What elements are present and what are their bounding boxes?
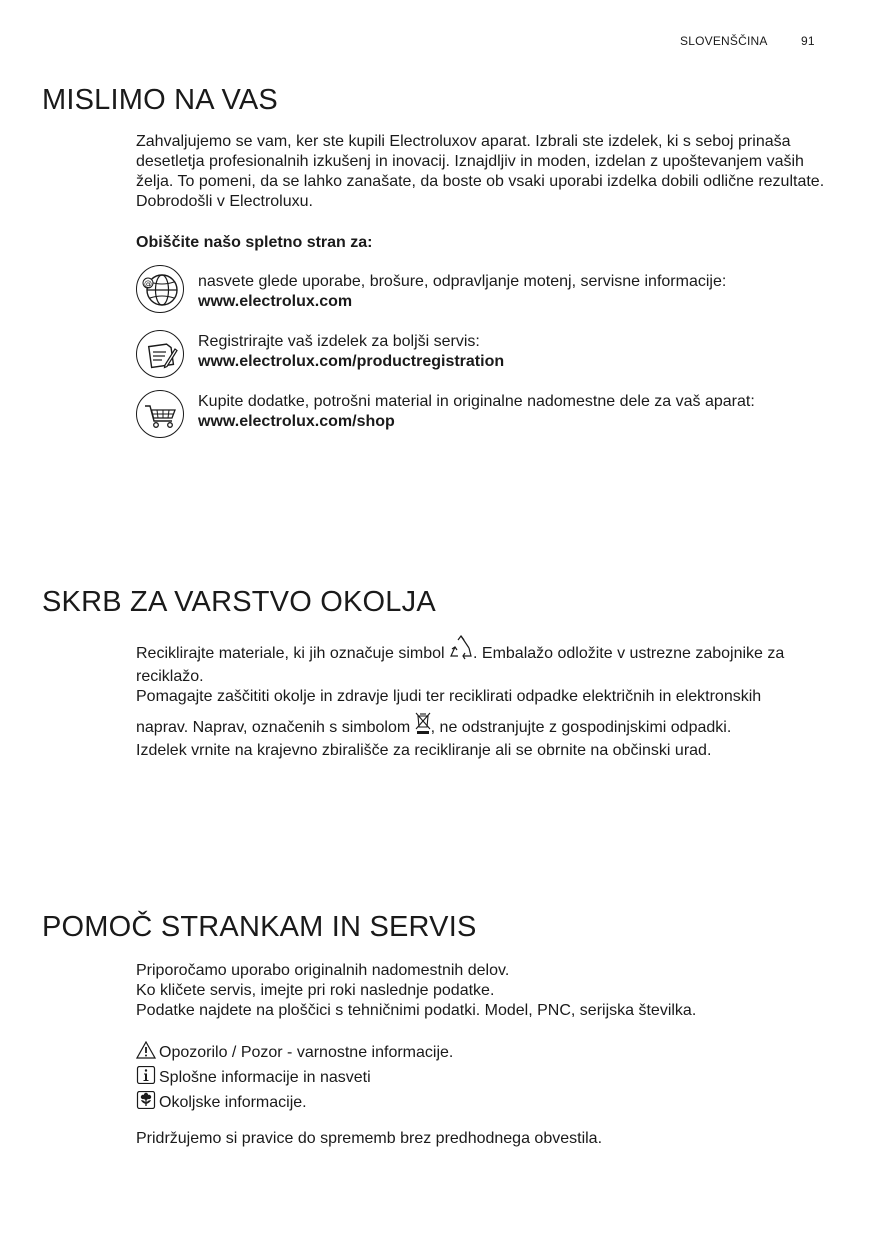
section-title-thinking-of-you: MISLIMO NA VAS — [42, 84, 278, 116]
symbol-legend — [136, 1041, 826, 1116]
recycle-icon — [449, 635, 473, 667]
footer-note: Pridržujemo si pravice do sprememb brez predhodnega obvestila. — [136, 1130, 603, 1147]
intro-paragraph: Zahvaljujemo se vam, ker ste kupili Electroluxov aparat. Izbrali ste izdelek, ki s seboj prinaša desetletja profesionalnih izkušenj in inovacij. Iznajdljiv in moden, izdelan z upoštevanjem vaših želja. To pomeni, da se lahko zanašate, da boste ob vsaki uporabi izdelka dobili odlične rezultate. Dobrodošli v Electroluxu. — [136, 133, 825, 210]
header-language: SLOVENŠČINA — [680, 34, 768, 48]
legend-row-environment: Okoljske informacije. — [136, 1091, 826, 1116]
svg-text:@: @ — [144, 279, 152, 288]
page-number: 91 — [801, 34, 815, 48]
link-product-registration[interactable]: www.electrolux.com/productregistration — [198, 353, 505, 370]
legend-row-info: Splošne informacije in nasveti — [136, 1066, 826, 1091]
section-title-customer-care: POMOČ STRANKAM IN SERVIS — [42, 911, 477, 943]
shopping-cart-icon — [136, 390, 184, 438]
link-shop[interactable]: www.electrolux.com/shop — [198, 413, 395, 430]
link-item-shop: Kupite dodatke, potrošni material in originalne nadomestne dele za vaš aparat: www.electrolux.com/shop — [198, 392, 828, 432]
link-item-tips: nasvete glede uporabe, brošure, odpravljanje motenj, servisne informacije: www.electrolux.com — [198, 272, 828, 312]
info-icon — [136, 1066, 156, 1091]
warning-icon — [136, 1041, 156, 1066]
environment-text: Reciklirajte materiale, ki jih označuje simbol . Embalažo odložite v ustrezne zabojnike za reciklažo. Pomagajte zaščititi okolje in zdravje ljudi ter reciklirati odpadke električnih in elektronskih naprav. Naprav, označenih s simbolom , ne odstranjujte z gospodinjskimi odpadki. Izdelek vrnite na krajevno zbirališče za recikliranje ali se obrnite na občinski urad. — [136, 635, 826, 761]
legend-row-warning: Opozorilo / Pozor - varnostne informacije. — [136, 1041, 826, 1066]
visit-heading: Obiščite našo spletno stran za: — [136, 234, 373, 251]
service-text: Priporočamo uporabo originalnih nadomestnih delov. Ko kličete servis, imejte pri roki naslednje podatke. Podatke najdete na ploščici s tehničnimi podatki. Model, PNC, serijska številka. — [136, 962, 697, 1019]
weee-bin-icon — [415, 711, 431, 741]
section-title-environment: SKRB ZA VARSTVO OKOLJA — [42, 586, 436, 618]
environment-icon — [136, 1091, 156, 1116]
globe-icon — [136, 265, 184, 313]
link-item-registration: Registrirajte vaš izdelek za boljši servis: www.electrolux.com/productregistration — [198, 332, 828, 372]
link-electrolux-com[interactable]: www.electrolux.com — [198, 293, 353, 310]
registration-icon — [136, 330, 184, 378]
